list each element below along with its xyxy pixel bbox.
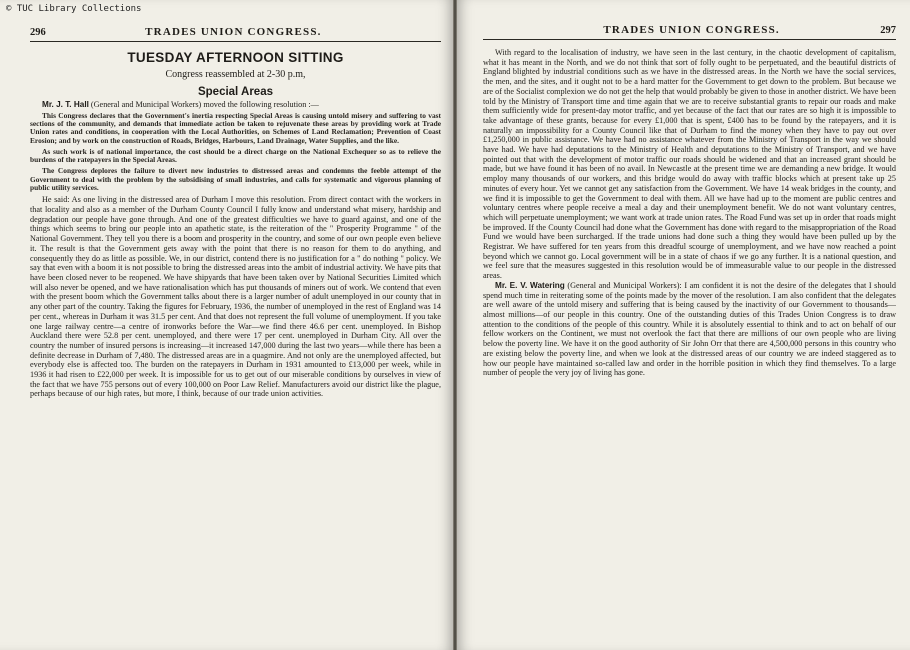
mover-intro: (General and Municipal Workers) moved the following resolution :— [90,100,319,109]
left-page-number: 296 [30,27,46,38]
right-header [483,24,896,36]
resolution-paragraph-1: This Congress declares that the Government's inertia respecting Special Areas is causing untold misery and suffering to vast sections of the community, and demands that immediate action be taken to rejuvenate these areas by providing work at Trade Union rates and conditions, in cooperation with the Local Authorities, on Schemes of Land Reclamation; Prevention of Coast Erosion; and by work on the construction of Roads, Bridges, Harbours, Land Drainage, Water Supplies, and the like. [30,110,441,145]
resolution-paragraph-2: As such work is of national importance, the cost should be a direct charge on the National Exchequer so as to relieve the burdens of the ratepayers in the Special Areas. [30,146,441,165]
left-header [30,26,441,38]
seconder-speech: (General and Municipal Workers): I am confident it is not the desire of the delegates that I should spend much time in reiterating some of the points made by the mover of the resolution. I am also confident that the delegates are well aware of the untold misery and suffering that is being caused by the inactivity of our Government to thousands—almost millions—of our people in this country. One of the outstanding duties of this Trades Union Congress is to draw attention to the conditions of the people of this country. While it is absolutely essential to think and to act on behalf of our fellow workers on the Continent, we must not overlook the fact that there are millions of our own people who are living below the poverty line. We have it on the good authority of Sir John Orr that there are 4,500,000 persons in this country who are existing below the poverty line, and when we look at the distressed areas of our country we are indeed staggered as to how our people have maintained so-called law and order in the horrible position in which they find themselves. To a large number of people the very joy of living has gone. [483,280,897,378]
seconder-paragraph [483,281,896,378]
left-page [0,0,453,650]
right-page-number: 297 [880,25,896,36]
mover-speech: He said: As one living in the distressed area of Durham I move this resolution. From direct contact with the workers in that locality and also as a member of the Durham County Council I fully know and understand what misery, hardship and degradation our people have gone through. And one of the greatest difficulties we have to guard against, and one of the things which seems to bring our people into an apathetic state, is the reiteration of the " Prosperity Programme " of the National Government. They tell you there is a boom and prosperity in the country, and some of our own people even believe it. The result is that the Government gets away with the point that there is no reason for them to do anything, and consequently they do as little as possible. We, in our district, contend there is no justification for a " do nothing " policy. We say that even with a boom it is not possible to bring the distressed areas into the ambit of industrial activity. We have pits that have been closed never to be reopened. We have shipyards that have been taken over by National Securities Limited which will also never be opened, and we have rationalisation which has put thousands of miners out of work. We contend that even with the present boom which the Government talks about there is a larger number of adult unemployed in our county that in any other part of the country. Taking the figures for February, 1936, the number of unemployed in the rest of England was 14 per cent., whereas in Durham it was 31.5 per cent. And that does not represent the full volume of unemployment. If you take one large railway centre—a centre of ironworks before the War—we find there 46.6 per cent. unemployed. In Bishop Auckland there were 52.8 per cent. unemployed, and there were 17 per cent. unemployed in Durham City. All over the country the number of insured persons is increasing—it increased 147,000 during the last two years—while there has been a definite decrease in Durham of 7,480. The distressed areas are in a quagmire. And not only are the unemployed affected, but everybody else is affected too. The burden on the ratepayers in Durham in 1931 amounted to £13,000 per week, while in 1936 it had risen to £22,000 per week. It is impossible for us to get out of our miserable conditions by ourselves in view of the fact that we have 755 persons out of every 100,000 on Poor Law Relief. Manufacturers avoid our district like the plague, perhaps because of our high rates, but more, I think, because of our trade union activities. [30,195,441,399]
right-body [483,48,896,378]
mover-name: Mr. J. T. Hall [42,100,89,109]
reassembled-line: Congress reassembled at 2-30 p.m, [165,69,306,80]
section-heading: Special Areas [197,86,273,98]
header-rule [30,41,441,42]
right-page [457,0,910,650]
header-rule [483,39,896,40]
speech-continued: With regard to the localisation of industry, we have seen in the last century, in the chaotic development of capitalism, what it has meant in the North, and we do not think that sort of folly ought to be perpetuated, and the beautiful districts of England blighted by industrial conditions such as we have in the distressed areas. In the North we have the social services, the men, and the sites, and it ought not to be a hard matter for the Government to get down to the problem. But because we are of the Socialist complexion we do not get the help that would probably be given to those in another district. We have been told by the Ministry of Transport time and time again that we are to receive substantial grants to repair our roads and make them sufficiently wide for present-day motor traffic, and yet because of the fact that our rates are so high it is impossible to take advantage of these grants, because for every £1,000 that is spent, £400 has to be found by the ratepayers, and it is naturally an impossibility for a County Council like that of Durham to find the money when they have to pay out over £1,250,000 in public assistance. We have had no assistance whatever from the Ministry of Transport in the way we should have had. We have had deputations to the Ministry of Health and deputations to the Ministry of Transport, and we have pointed out that with the development of motor traffic our roads should be widened and that an increased grant should be made, but we have found it has been of no avail. In Newcastle at the present time we are demanding a new bridge. It would employ many thousands of our workers, and this bridge would do away with traffic blocks which at present take up 25 minutes of every hour. Yet we cannot get any satisfaction from the Government. We have 14 weak bridges in the county, and we find it is impossible to get the Government to deal with them. All we have had up to the moment are public centres and voluntary centres where people receive a meal a day and their unemployment benefit. We do not want voluntary centres, which will perpetuate unemployment; we want work at trade union rates. The Road Fund was set up in order that roads might be improved. If the County Council had done what the Government has done with regard to the misappropriation of the Road Fund we would have been surcharged. If the trade unions had done such a thing they would have been pulled up by the Registrar. We have suffered for ten years from this dreadful scourge of unemployment, and we have now reached a point beyond which we cannot go. Local government will be in a state of chaos if we go any further. It is a national question, and we feel sure that the measures suggested in this resolution would be of immeasurable value to our people in the distressed areas. [483,48,896,281]
watermark-text: © TUC Library Collections [6,4,142,14]
seconder-name: Mr. E. V. Watering [495,280,565,290]
resolution-paragraph-3: The Congress deplores the failure to divert new industries to distressed areas and condemns the feeble attempt of the Government to deal with the problem by the subsidising of small industries, and calls for systematic and vigorous planning of public utility services. [30,166,441,193]
right-running-head: TRADES UNION CONGRESS. [603,24,780,36]
left-running-head: TRADES UNION CONGRESS. [145,26,322,38]
mover-paragraph [30,100,441,110]
session-title: TUESDAY AFTERNOON SITTING [127,50,344,65]
